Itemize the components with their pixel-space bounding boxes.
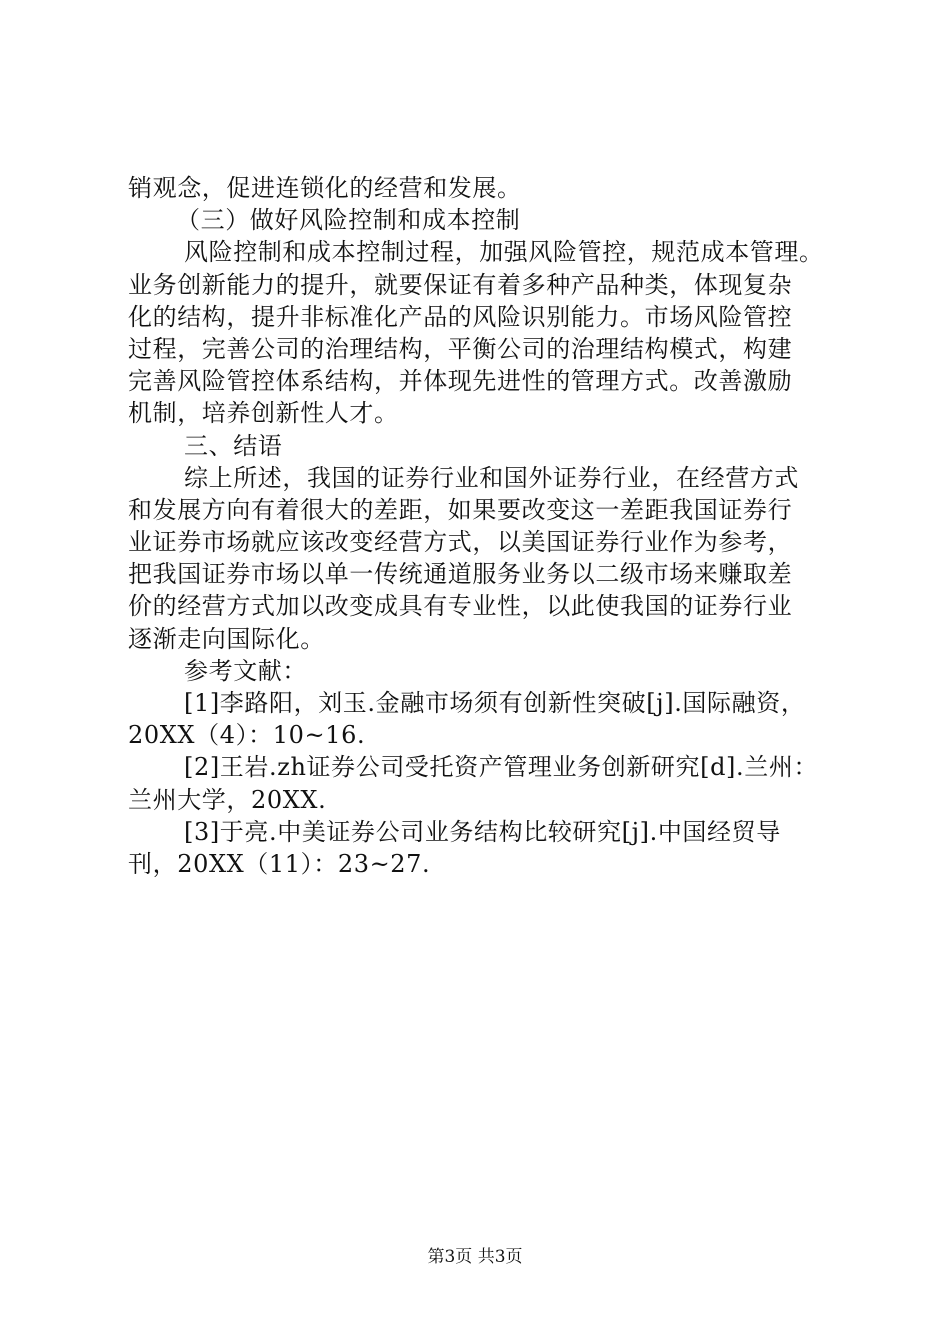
reference-line: 兰州大学，20XX. <box>128 785 327 814</box>
paragraph-line: 化的结构，提升非标准化产品的风险识别能力。市场风险管控 <box>128 302 793 331</box>
paragraph-line: 和发展方向有着很大的差距，如果要改变这一差距我国证券行 <box>128 495 793 524</box>
document-body <box>128 172 836 880</box>
paragraph-line: 业务创新能力的提升，就要保证有着多种产品种类，体现复杂 <box>128 270 793 299</box>
paragraph-line: 综上所述，我国的证券行业和国外证券行业，在经营方式 <box>184 463 799 492</box>
page-number-footer: 第3页 共3页 <box>427 1247 523 1267</box>
reference-line: 20XX（4）：10~16. <box>128 721 366 750</box>
paragraph-line: 把我国证券市场以单一传统通道服务业务以二级市场来赚取差 <box>128 560 793 589</box>
paragraph-line: 机制，培养创新性人才。 <box>128 399 399 428</box>
paragraph-line: 逐渐走向国际化。 <box>128 624 325 653</box>
reference-line: 刊，20XX（11）：23~27. <box>128 849 431 878</box>
reference-line: [2]王岩.zh证券公司受托资产管理业务创新研究[d].兰州： <box>184 753 819 782</box>
paragraph-line: 过程，完善公司的治理结构，平衡公司的治理结构模式，构建 <box>128 334 793 363</box>
section-heading: 三、结语 <box>184 431 283 460</box>
paragraph-line: 销观念，促进连锁化的经营和发展。 <box>128 174 522 202</box>
paragraph-line: 业证券市场就应该改变经营方式，以美国证券行业作为参考， <box>128 528 793 557</box>
section-heading: （三）做好风险控制和成本控制 <box>176 206 521 235</box>
references-heading: 参考文献： <box>184 656 307 685</box>
paragraph-line: 完善风险管控体系结构，并体现先进性的管理方式。改善激励 <box>128 367 793 396</box>
paragraph-line: 风险控制和成本控制过程，加强风险管控，规范成本管理。 <box>184 238 824 267</box>
reference-line: [3]于亮.中美证券公司业务结构比较研究[j].中国经贸导 <box>184 817 781 846</box>
reference-line: [1]李路阳，刘玉.金融市场须有创新性突破[j].国际融资， <box>184 689 806 717</box>
paragraph-line: 价的经营方式加以改变成具有专业性，以此使我国的证券行业 <box>128 592 793 621</box>
